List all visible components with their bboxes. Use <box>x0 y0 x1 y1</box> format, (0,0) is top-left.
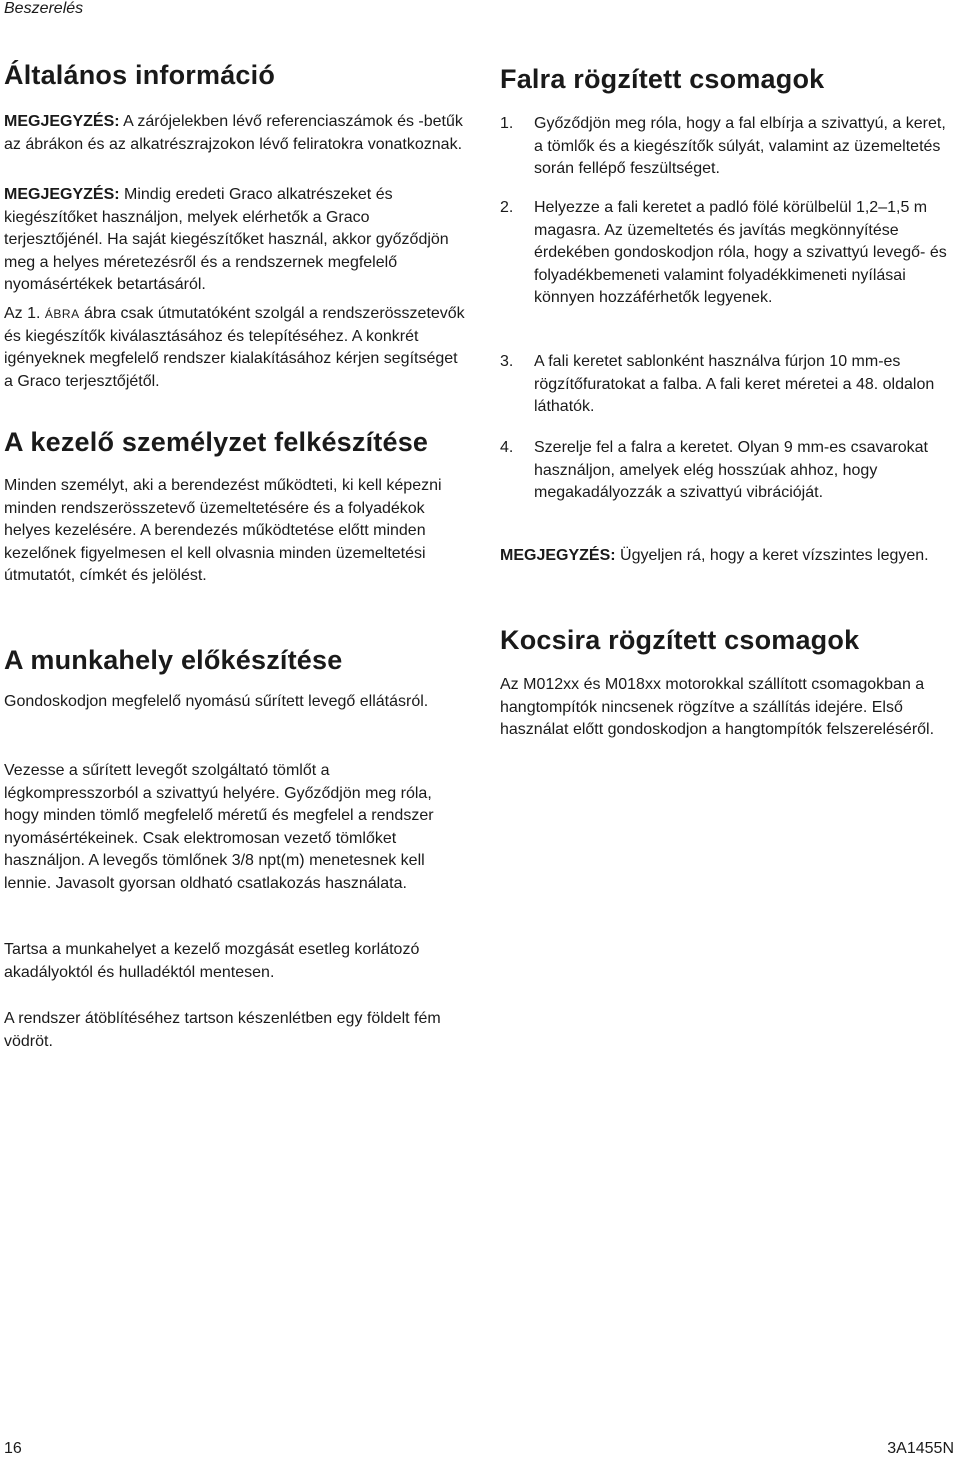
note-references <box>4 111 466 156</box>
list-item-number: 1. <box>500 115 514 132</box>
list-item <box>500 197 958 310</box>
list-item-number: 3. <box>500 353 514 370</box>
document-id: 3A1455N <box>887 1440 954 1457</box>
figure-reference: ÁBRA <box>44 307 80 321</box>
cart-mount-title: Kocsira rögzített csomagok <box>500 625 860 655</box>
header-section-label: Beszerelés <box>4 0 84 17</box>
list-item <box>500 351 958 419</box>
figure-guidance-paragraph <box>4 303 466 393</box>
workplace-clear-area: Tartsa a munkahelyet a kezelő mozgását esetleg korlátozó akadályoktól és hulladéktól mentesen. <box>4 941 420 981</box>
para-text: ábra csak útmutatóként szolgál a rendszerösszetevők és kiegészítők kiválasztásához és telepítéséhez. A konkrét igényeknek megfelelő rendszer kialakításához kérjen segítséget a Graco terjesztőjétől. <box>4 305 465 390</box>
general-info-title: Általános információ <box>4 60 276 90</box>
list-item-text: Győződjön meg róla, hogy a fal elbírja a szivattyú, a keret, a tömlők és a kiegészítők súlyát, valamint az üzemeltetés során fellépő feszültséget. <box>534 115 946 178</box>
cart-mount-text: Az M012xx és M018xx motorokkal szállított csomagokban a hangtompítók nincsenek rögzítve a szállítás idejére. Első használat előtt gondoskodjon a hangtompítók felszereléséről. <box>500 676 935 739</box>
workplace-prep-title: A munkahely előkészítése <box>4 645 343 675</box>
operator-training-title: A kezelő személyzet felkészítése <box>4 427 429 457</box>
note-text: A zárójelekben lévő referenciaszámok és -betűk az ábrákon és az alkatrészrajzokon lévő feliratokra vonatkoznak. <box>4 113 463 153</box>
note-label: MEGJEGYZÉS: <box>4 113 120 130</box>
workplace-air-supply: Gondoskodjon megfelelő nyomású sűrített levegő ellátásról. <box>4 693 429 710</box>
note-level-frame <box>500 545 958 568</box>
wall-mount-title: Falra rögzített csomagok <box>500 64 825 94</box>
list-item-text: A fali keretet sablonként használva fúrjon 10 mm-es rögzítőfuratokat a falba. A fali keret méretei a 48. oldalon láthatók. <box>534 353 935 416</box>
page-number: 16 <box>4 1440 22 1457</box>
note-text: Ügyeljen rá, hogy a keret vízszintes legyen. <box>615 547 929 564</box>
workplace-flush-bucket: A rendszer átöblítéséhez tartson készenlétben egy földelt fém vödröt. <box>4 1010 441 1050</box>
note-label: MEGJEGYZÉS: <box>500 547 616 564</box>
note-genuine-parts <box>4 184 466 297</box>
note-label: MEGJEGYZÉS: <box>4 186 120 203</box>
list-item-number: 4. <box>500 439 514 456</box>
list-item-number: 2. <box>500 199 514 216</box>
workplace-hose-routing: Vezesse a sűrített levegőt szolgáltató tömlőt a légkompresszorból a szivattyú helyére. Győződjön meg róla, hogy minden tömlő megfelelő méretű és megfelel a rendszer nyomásértékeinek. Csak elektromosan vezető tömlőket használjon. A levegős tömlőnek 3/8 npt(m) menetesnek kell lennie. Javasolt gyorsan oldható csatlakozás használata. <box>4 762 434 892</box>
list-item <box>500 437 958 505</box>
list-item-text: Helyezze a fali keretet a padló fölé körülbelül 1,2–1,5 m magasra. Az üzemeltetés és javítás megkönnyítése érdekében gondoskodjon róla, hogy a szivattyú levegő- és folyadékbemeneti valamint folyadékkimeneti nyílásai könnyen hozzáférhetők legyenek. <box>534 199 947 307</box>
note-text: Mindig eredeti Graco alkatrészeket és kiegészítőket használjon, melyek elérhetők a Graco terjesztőjénél. Ha saját kiegészítőket használ, akkor győződjön meg a helyes méretezésről és a rendszernek megfelelő nyomásértékek betartásáról. <box>4 186 449 294</box>
list-item <box>500 113 958 181</box>
list-item-text: Szerelje fel a falra a keretet. Olyan 9 mm-es csavarokat használjon, amelyek elég hosszúak ahhoz, hogy megakadályozzák a szivattyú vibrációját. <box>534 439 928 502</box>
para-prefix: Az 1. <box>4 305 45 322</box>
operator-training-text: Minden személyt, aki a berendezést működteti, ki kell képezni minden rendszerösszetevő üzemeltetésére és a folyadékok helyes kezelésére. A berendezés működtetése előtt minden kezelőnek figyelmesen el kell olvasnia minden üzemeltetési útmutatót, címkét és jelölést. <box>4 477 442 585</box>
